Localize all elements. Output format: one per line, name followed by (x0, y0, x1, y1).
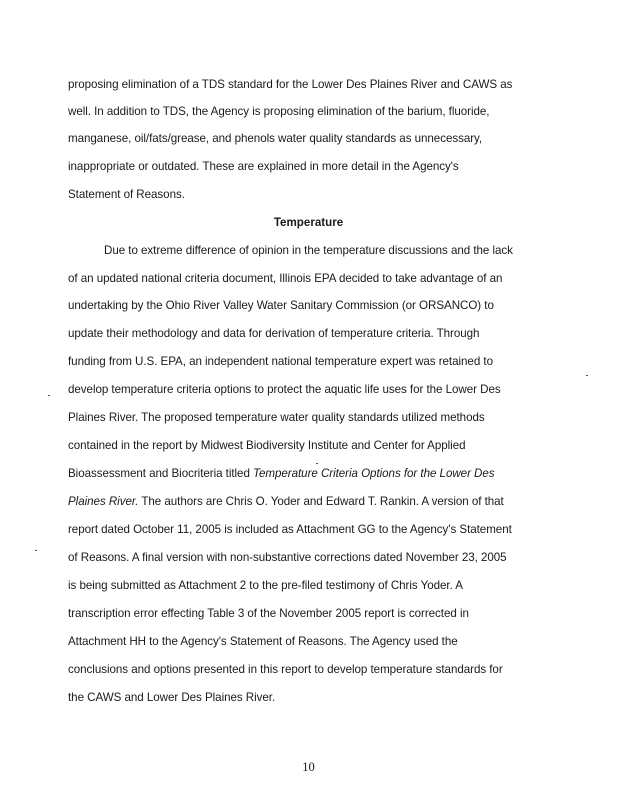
scan-speck (48, 395, 50, 396)
paragraph-line: well. In addition to TDS, the Agency is proposing elimination of the barium, fluoride, (68, 105, 490, 118)
paragraph-line (68, 495, 577, 509)
paragraph-line: proposing elimination of a TDS standard for the Lower Des Plaines River and CAWS as (68, 78, 513, 91)
paragraph-line: funding from U.S. EPA, an independent national temperature expert was retained to (68, 355, 493, 368)
paragraph-line: undertaking by the Ohio River Valley Water Sanitary Commission (or ORSANCO) to (68, 299, 494, 312)
scan-speck (35, 550, 37, 551)
paragraph-line (68, 467, 577, 481)
line-text: The authors are Chris O. Yoder and Edward T. Rankin. A version of that (138, 495, 504, 508)
paragraph-line: inappropriate or outdated. These are explained in more detail in the Agency's (68, 160, 459, 173)
paragraph-line: develop temperature criteria options to protect the aquatic life uses for the Lower Des (68, 383, 501, 396)
paragraph-line: Due to extreme difference of opinion in the temperature discussions and the lack (104, 244, 513, 257)
scan-speck (586, 375, 588, 376)
paragraph-line: of Reasons. A final version with non-substantive corrections dated November 23, 2005 (68, 551, 507, 564)
paragraph-line: update their methodology and data for derivation of temperature criteria. Through (68, 327, 480, 340)
report-title: Plaines River. (68, 495, 139, 508)
scan-speck (316, 463, 318, 464)
paragraph-line: transcription error effecting Table 3 of the November 2005 report is corrected in (68, 607, 469, 620)
paragraph-line: Attachment HH to the Agency's Statement of Reasons. The Agency used the (68, 635, 458, 648)
paragraph-line: Plaines River. The proposed temperature water quality standards utilized methods (68, 411, 485, 424)
report-title: Temperature Criteria Options for the Lower Des (253, 467, 495, 480)
paragraph-line: Statement of Reasons. (68, 188, 185, 201)
paragraph-line: report dated October 11, 2005 is included as Attachment GG to the Agency's Statement (68, 523, 512, 536)
paragraph-line: the CAWS and Lower Des Plaines River. (68, 691, 276, 704)
paragraph-line: contained in the report by Midwest Biodiversity Institute and Center for Applied (68, 439, 466, 452)
page-number: 10 (302, 760, 315, 774)
paragraph-line: manganese, oil/fats/grease, and phenols water quality standards as unnecessary, (68, 132, 483, 145)
paragraph-line: of an updated national criteria document, Illinois EPA decided to take advantage of an (68, 272, 503, 285)
section-heading: Temperature (273, 216, 344, 229)
line-text: Bioassessment and Biocriteria titled (68, 467, 254, 480)
paragraph-line: is being submitted as Attachment 2 to the pre-filed testimony of Chris Yoder. A (68, 579, 463, 592)
paragraph-line: conclusions and options presented in this report to develop temperature standards for (68, 663, 503, 676)
